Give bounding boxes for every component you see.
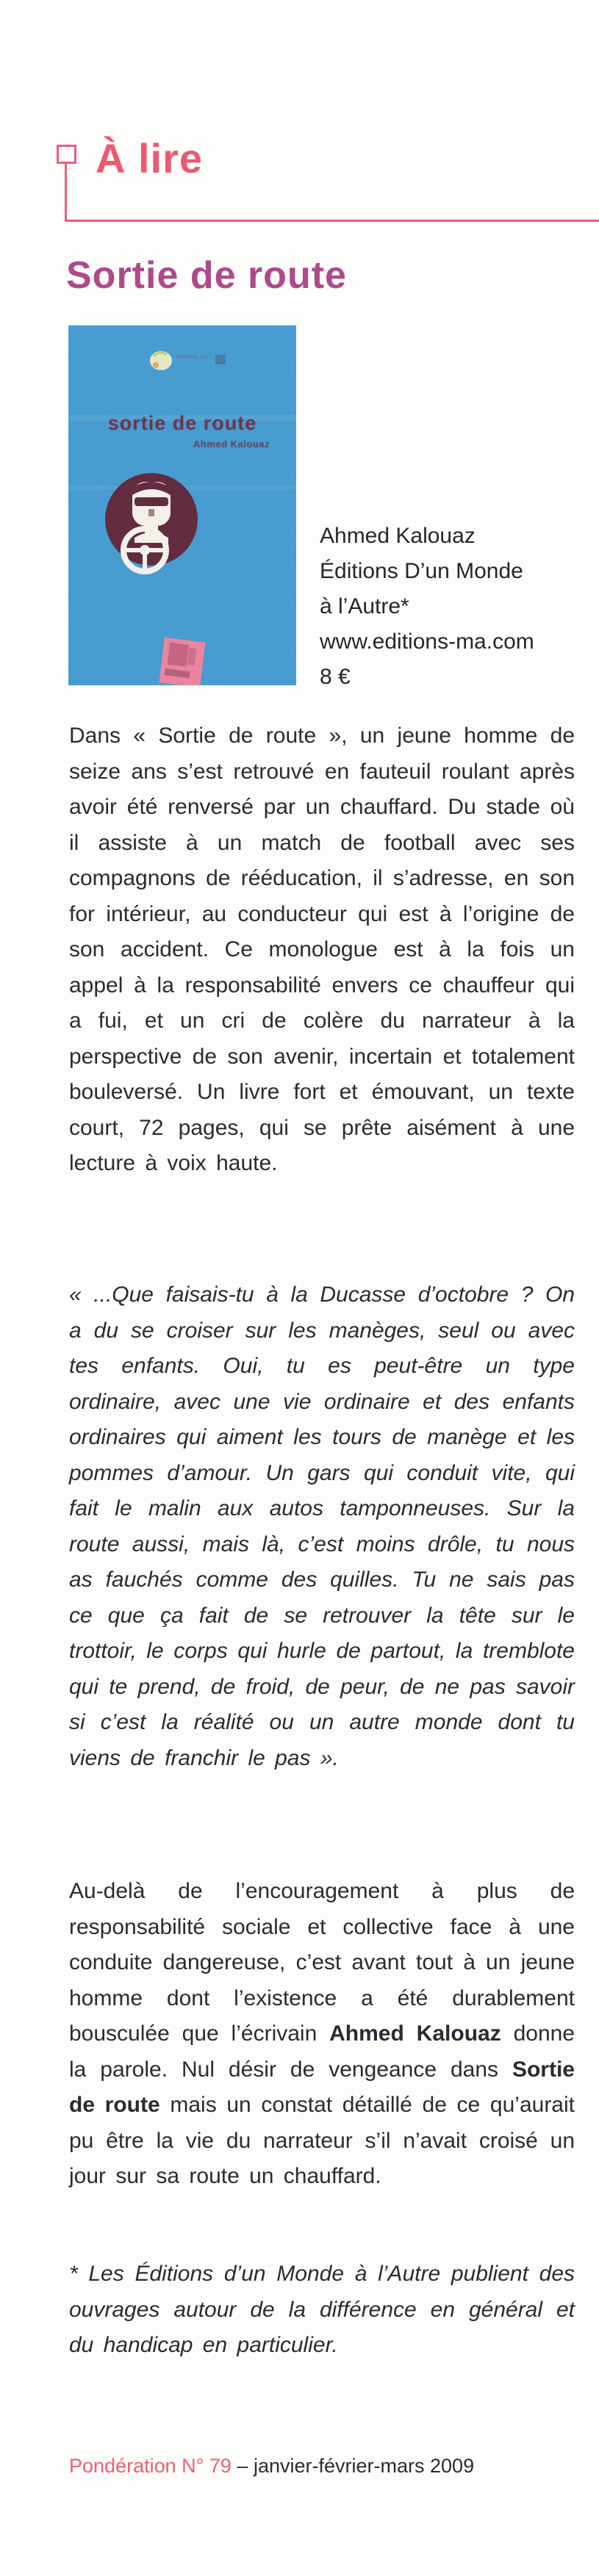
article-title: Sortie de route xyxy=(66,254,347,297)
review-paragraph-2 xyxy=(69,1874,575,2195)
review-paragraph-1: Dans « Sortie de route », un jeune homme de seize ans s’est retrouvé en fauteuil roulant après avoir été renversé par un chauffard. Du stade où il assiste à un match de football avec ses compagnons de rééducation, il s’adresse, en son for intérieur, au conducteur qui est à l’origine de son accident. Ce monologue est à la fois un appel à la responsabilité envers ce chauffeur qui a fui, et un cri de colère du narrateur à la perspective de son avenir, incertain et totalement bouleversé. Un livre fort et émouvant, un texte court, 72 pages, qui se prête aisément à une lecture à voix haute. xyxy=(69,724,575,1175)
book-details xyxy=(320,519,534,695)
issue-period: – janvier-février-mars 2009 xyxy=(237,2455,475,2477)
book-publisher-line1: Éditions D’un Monde xyxy=(320,559,523,583)
journal-issue: Pondération N° 79 xyxy=(69,2455,232,2477)
book-quote: « ...Que faisais-tu à la Ducasse d’octobre ? On a du se croiser sur les manèges, seul ou avec tes enfants. Oui, tu es peut-être un type ordinaire, avec une vie ordinaire et des enfants ordinaires qui aiment les tours de manège et les pommes d’amour. Un gars qui conduit vite, qui fait le malin aux autos tamponneuses. Sur la route aussi, mais là, c’est moins drôle, tu nous as fauchés comme des quilles. Tu ne sais pas ce que ça fait de se retrouver la tête sur le trottoir, le corps qui hurle de partout, la tremblote qui te prend, de froid, de peur, de ne pas savoir si c’est la réalité ou un autre monde dont tu viens de franchir le pas ». xyxy=(69,1282,575,1770)
closing-author-bold: Ahmed Kalouaz xyxy=(329,2021,501,2046)
book-publisher-line2: à l’Autre* xyxy=(320,594,409,618)
header-rule-vertical xyxy=(65,162,67,220)
section-title: À lire xyxy=(96,135,204,181)
book-author: Ahmed Kalouaz xyxy=(320,524,476,548)
book-cover xyxy=(68,325,296,685)
publisher-footnote: * Les Éditions d’un Monde à l’Autre publient des ouvrages autour de la différence en général et du handicap en particulier. xyxy=(69,2262,575,2357)
page-footer xyxy=(69,2454,474,2478)
closing-text-3: mais un constat détaillé de ce qu’aurait pu être la vie du narrateur s’il n’avait croisé un jour sur sa route un chauffard. xyxy=(69,2093,575,2188)
closing-text-1: Au-delà de l’encouragement à plus de responsabilité sociale et collective face à une conduite dangereuse, c’est avant tout à un jeune homme dont l’existence a été durablement bousculée que l’écrivain xyxy=(69,1879,575,2046)
cover-title: sortie de route xyxy=(107,412,257,434)
square-marker-icon xyxy=(57,145,76,164)
cover-author: Ahmed Kalouaz xyxy=(193,439,270,450)
closing-title-bold: Sortie de route xyxy=(69,2057,575,2117)
book-price: 8 € xyxy=(320,665,351,689)
closing-text-2: donne la parole. Nul désir de vengeance dans xyxy=(69,2021,575,2082)
book-cover-image xyxy=(68,325,296,685)
header-rule-horizontal xyxy=(65,220,599,222)
book-website: www.editions-ma.com xyxy=(320,629,534,654)
